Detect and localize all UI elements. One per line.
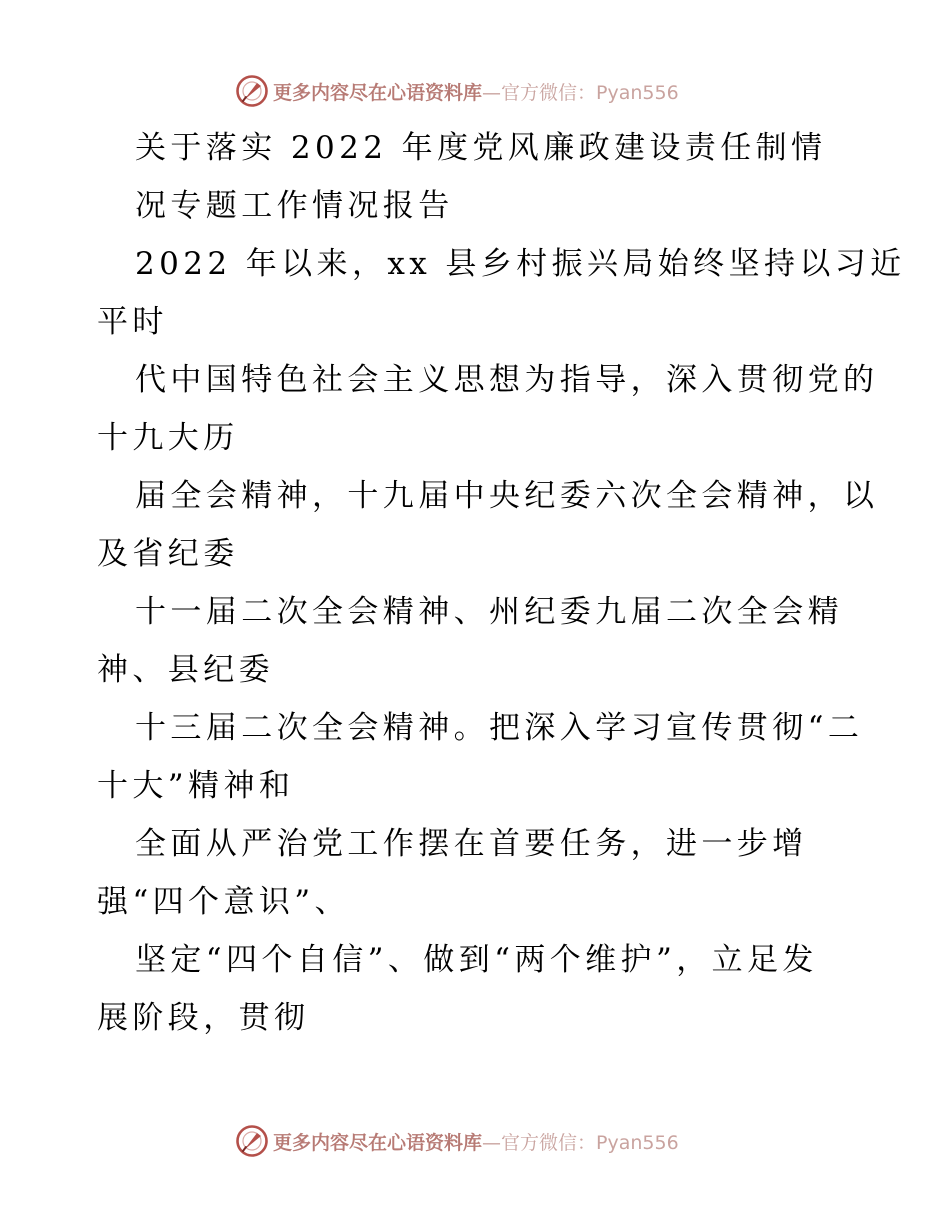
header-watermark: [235, 74, 679, 108]
watermark-contact-id: Pyan556: [596, 1131, 679, 1154]
quill-logo-icon: [235, 1124, 269, 1158]
body-line-5: 届全会精神，十九届中央纪委六次全会精神，以: [135, 478, 879, 514]
body-line-14: 展阶段，贯彻: [97, 1000, 310, 1036]
body-line-3: 代中国特色社会主义思想为指导，深入贯彻党的: [135, 362, 879, 398]
body-line-12: 强“四个意识”、: [97, 884, 350, 920]
body-line-4: 十九大历: [97, 420, 239, 456]
body-line-2: 平时: [97, 304, 168, 340]
quill-logo-icon: [235, 74, 269, 108]
body-line-13: 坚定“四个自信”、做到“两个维护”，立足发: [135, 942, 818, 978]
watermark-brand: 更多内容尽在心语资料库: [273, 81, 483, 104]
footer-watermark: [235, 1124, 679, 1158]
body-line-6: 及省纪委: [97, 536, 239, 572]
body-line-8: 神、县纪委: [97, 652, 274, 688]
body-line-11: 全面从严治党工作摆在首要任务，进一步增: [135, 826, 808, 862]
watermark-brand: 更多内容尽在心语资料库: [273, 1131, 483, 1154]
body-line-1: 2022 年以来，xx 县乡村振兴局始终坚持以习近: [135, 246, 906, 282]
watermark-contact-label: 官方微信：: [501, 1131, 597, 1154]
title-line-2: 况专题工作情况报告: [135, 188, 454, 224]
body-line-10: 十大”精神和: [97, 768, 295, 804]
watermark-separator: —: [482, 1131, 502, 1154]
title-line-1: 关于落实 2022 年度党风廉政建设责任制情: [135, 130, 827, 166]
body-line-7: 十一届二次全会精神、州纪委九届二次全会精: [135, 594, 843, 630]
watermark-contact-label: 官方微信：: [501, 81, 597, 104]
watermark-separator: —: [482, 81, 502, 104]
body-line-9: 十三届二次全会精神。把深入学习宣传贯彻“二: [135, 710, 864, 746]
watermark-contact-id: Pyan556: [596, 81, 679, 104]
